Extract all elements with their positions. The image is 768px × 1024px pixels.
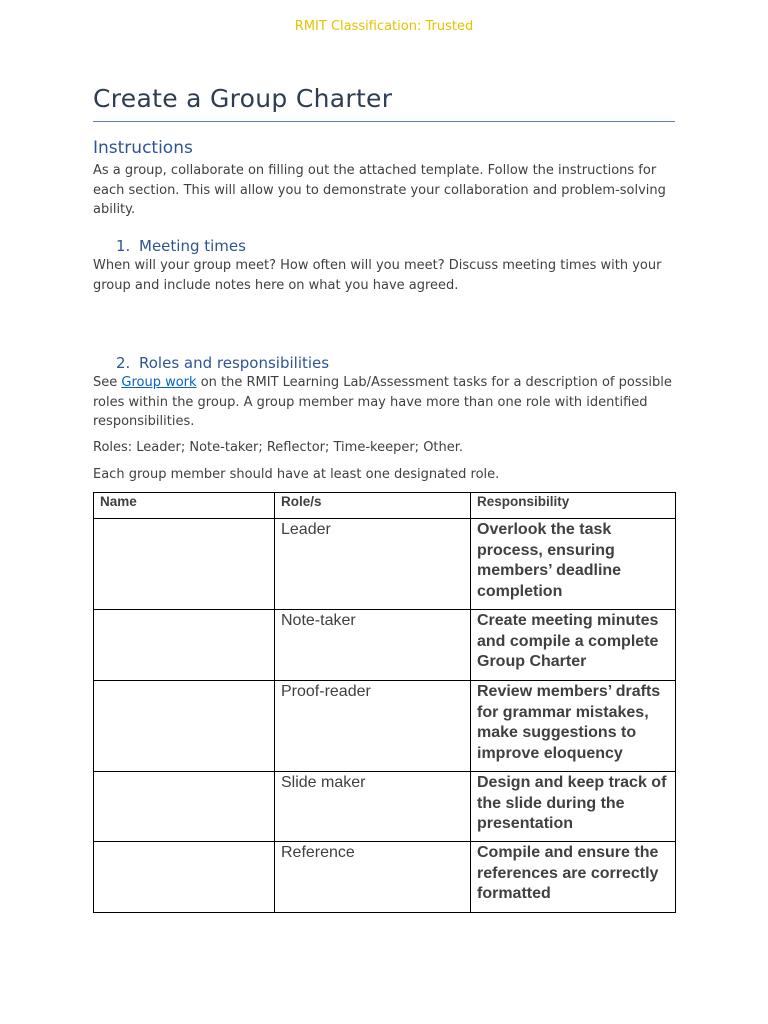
name-cell[interactable] [94,519,275,610]
name-cell[interactable] [94,681,275,772]
title-divider [93,121,675,122]
classification-label: RMIT Classification: Trusted [294,19,474,34]
role-cell[interactable]: Note-taker [275,610,471,681]
responsibility-cell[interactable]: Create meeting minutes and compile a complete Group Charter [471,610,676,681]
table-header-row [94,493,676,519]
instructions-text: As a group, collaborate on filling out the attached template. Follow the instructions for each section. This will allow you to demonstrate your collaboration and problem-solving ability. [93,163,666,217]
responsibility-cell[interactable]: Review members’ drafts for grammar mistakes, make suggestions to improve eloquency [471,681,676,772]
roles-table [93,492,676,913]
table-row [94,842,676,913]
meeting-times-heading [116,237,246,255]
roles-text-suffix: on the RMIT Learning Lab/Assessment tasks for a description of possible roles within the group. A group member may have more than one role with identified responsibilities. [93,375,672,429]
table-row [94,772,676,842]
section-number: 1. [116,237,131,255]
section-number: 2. [116,354,131,372]
name-cell[interactable] [94,610,275,681]
roles-heading [116,354,329,372]
roles-description [93,373,683,432]
responsibility-cell[interactable]: Design and keep track of the slide during the presentation [471,772,676,842]
roles-text-prefix: See [93,375,122,390]
name-cell[interactable] [94,842,275,913]
section-title: Meeting times [139,237,246,255]
role-cell[interactable]: Leader [275,519,471,610]
roles-list-text: Roles: Leader; Note-taker; Reflector; Time-keeper; Other. [93,440,464,455]
table-row [94,519,676,610]
group-work-link[interactable]: Group work [121,375,197,390]
table-row [94,681,676,772]
role-cell[interactable]: Slide maker [275,772,471,842]
responsibility-cell[interactable]: Compile and ensure the references are correctly formatted [471,842,676,913]
page-title: Create a Group Charter [93,84,393,113]
role-cell[interactable]: Proof-reader [275,681,471,772]
name-cell[interactable] [94,772,275,842]
header-name: Name [94,493,275,519]
each-member-text: Each group member should have at least one designated role. [93,467,500,482]
header-responsibility: Responsibility [471,493,676,519]
header-role: Role/s [275,493,471,519]
meeting-times-text: When will your group meet? How often will you meet? Discuss meeting times with your group and include notes here on what you have agreed. [93,258,662,293]
role-cell[interactable]: Reference [275,842,471,913]
instructions-heading: Instructions [93,138,193,158]
section-title: Roles and responsibilities [139,354,330,372]
responsibility-cell[interactable]: Overlook the task process, ensuring members’ deadline completion [471,519,676,610]
table-row [94,610,676,681]
